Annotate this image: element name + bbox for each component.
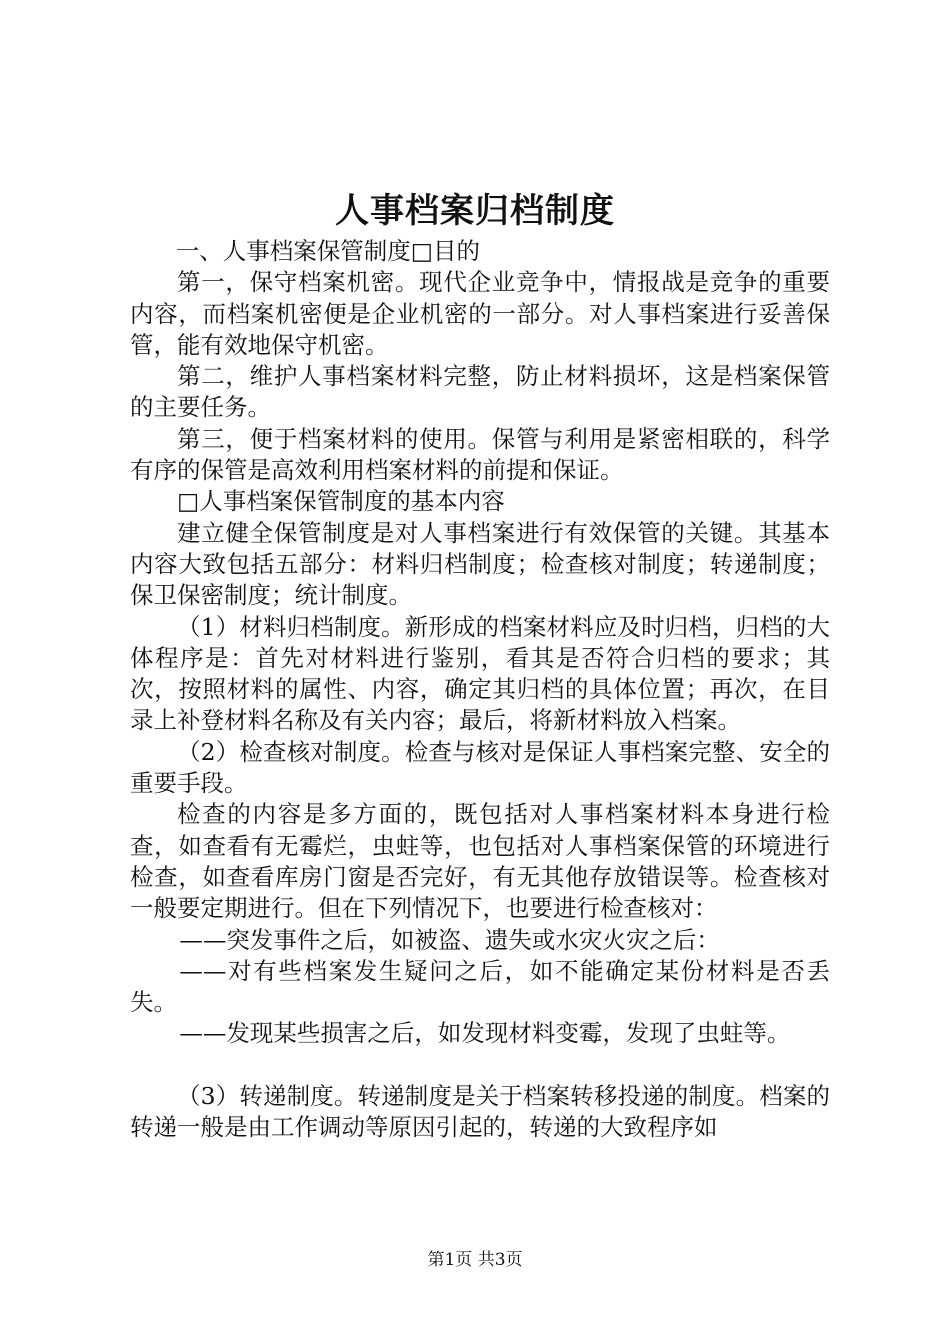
paragraph: （1）材料归档制度。新形成的档案材料应及时归档，归档的大体程序是：首先对材料进行鉴别，看其是否符合归档的要求；其次，按照材料的属性、内容，确定其归档的具体位置；再次，在目录上补登材料名称及有关内容；最后，将新材料放入档案。 (130, 612, 830, 735)
dash-item: ——突发事件之后，如被盗、遗失或水灾火灾之后： (179, 925, 720, 954)
document-body (130, 236, 830, 1144)
paragraph: （2）检查核对制度。检查与核对是保证人事档案完整、安全的重要手段。 (130, 737, 830, 798)
paragraph-heading-1: 一、人事档案保管制度□目的 (175, 237, 481, 265)
blank-line (130, 1050, 830, 1081)
dash-item: ——对有些档案发生疑问之后，如不能确定某份材料是否丢失。 (130, 956, 830, 1017)
dash-item: ——发现某些损害之后，如发现材料变霉，发现了虫蛀等。 (179, 1019, 791, 1048)
paragraph-heading-2: □人事档案保管制度的基本内容 (177, 487, 505, 516)
paragraph: 第二，维护人事档案材料完整，防止材料损坏，这是档案保管的主要任务。 (130, 362, 830, 422)
paragraph: 第三，便于档案材料的使用。保管与利用是紧密相联的，科学有序的保管是高效利用档案材料的前提和保证。 (130, 424, 830, 485)
paragraph: 第一，保守档案机密。现代企业竞争中，情报战是竞争的重要内容，而档案机密便是企业机密的一部分。对人事档案进行妥善保管，能有效地保守机密。 (130, 268, 830, 359)
paragraph: 检查的内容是多方面的，既包括对人事档案材料本身进行检查，如查看有无霉烂，虫蛀等，也包括对人事档案保管的环境进行检查，如查看库房门窗是否完好，有无其他存放错误等。检查核对一般要定期进行。但在下列情况下，也要进行检查核对： (130, 800, 830, 923)
paragraph: 建立健全保管制度是对人事档案进行有效保管的关键。其基本内容大致包括五部分：材料归档制度；检查核对制度；转递制度；保卫保密制度；统计制度。 (130, 518, 830, 610)
page-footer: 第1页 共3页 (427, 1250, 523, 1270)
document-title: 人事档案归档制度 (335, 191, 615, 231)
paragraph: （3）转递制度。转递制度是关于档案转移投递的制度。档案的转递一般是由工作调动等原因引起的，转递的大致程序如 (130, 1082, 830, 1142)
